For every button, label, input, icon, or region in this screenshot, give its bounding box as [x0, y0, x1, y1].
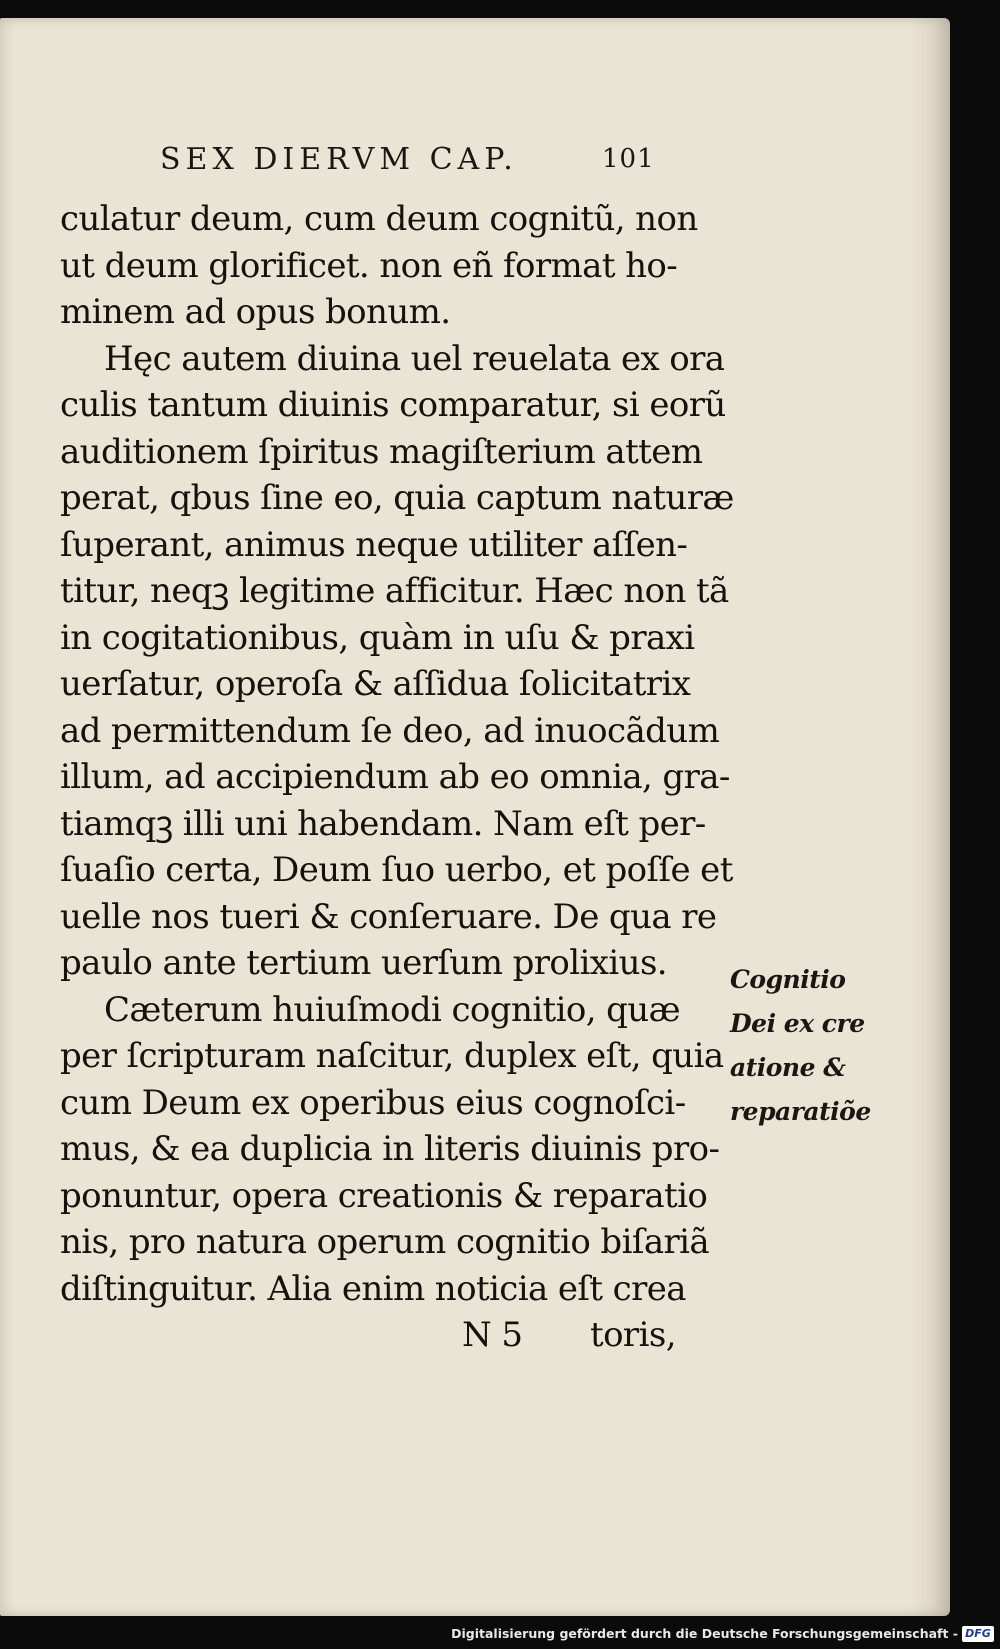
- text-line: illum, ad accipiendum ab eo omnia, gra-: [60, 757, 730, 797]
- text-line: ſuaſio certa, Deum ſuo uerbo, et poſſe et: [60, 850, 733, 890]
- text-line: uerſatur, operoſa & aſſidua ſolicitatrix: [60, 664, 691, 704]
- catchword: toris,: [590, 1315, 676, 1355]
- text-line: Hęc autem diuina uel reuelata ex ora: [104, 338, 725, 379]
- text-line: culis tantum diuinis comparatur, si eorũ: [60, 385, 726, 425]
- page-header: [160, 142, 680, 182]
- marginal-note: [730, 958, 890, 1134]
- book-page: [0, 18, 950, 1616]
- text-line: diſtinguitur. Alia enim noticia eſt crea: [60, 1268, 686, 1309]
- text-line: ut deum glorificet. non eñ format ho-: [60, 245, 678, 286]
- running-title: SEX DIERVM CAP.: [160, 142, 518, 177]
- text-line: uelle nos tueri & conſeruare. De qua re: [60, 896, 717, 937]
- text-line: per ſcripturam naſcitur, duplex eſt, quia: [60, 1036, 724, 1076]
- text-line: in cogitationibus, quàm in uſu & praxi: [60, 617, 695, 658]
- text-line: culatur deum, cum deum cognitũ, non: [60, 199, 698, 239]
- signature-mark: N 5: [462, 1315, 523, 1355]
- text-line: ponuntur, opera creationis & reparatio: [60, 1175, 708, 1216]
- dfg-logo: DFG: [962, 1626, 994, 1642]
- marginal-line: Cognitio: [730, 965, 846, 994]
- marginal-line: reparatiõe: [730, 1097, 871, 1126]
- text-line: ad permittendum ſe deo, ad inuocãdum: [60, 710, 720, 751]
- folio-number: 101: [602, 144, 655, 174]
- signature-line: [60, 1312, 720, 1359]
- text-line: mus, & ea duplicia in literis diuinis pro-: [60, 1129, 720, 1169]
- marginal-line: atione &: [730, 1053, 846, 1082]
- text-line: titur, neqꝫ legitime afficitur. Hæc non tã: [60, 571, 729, 611]
- text-line: nis, pro natura operum cognitio biſariã: [60, 1222, 710, 1262]
- funding-credit: Digitalisierung gefördert durch die Deutsche Forschungsgemeinschaft -: [451, 1626, 958, 1641]
- text-line: tiamqꝫ illi uni habendam. Nam eſt per-: [60, 803, 706, 844]
- text-line: perat, qbus ſine eo, quia captum naturæ: [60, 478, 734, 518]
- text-line: ſuperant, animus neque utiliter aſſen-: [60, 524, 688, 565]
- text-line: paulo ante tertium uerſum prolixius.: [60, 943, 668, 983]
- text-line: cum Deum ex operibus eius cognoſci-: [60, 1082, 686, 1123]
- text-line: Cæterum huiuſmodi cognitio, quæ: [104, 989, 680, 1030]
- text-line: auditionem ſpiritus magiſterium attem: [60, 431, 703, 472]
- footer-bar: [0, 1616, 1000, 1649]
- body-text: [60, 196, 734, 1359]
- page-edge-shadow: [910, 18, 950, 1616]
- marginal-line: Dei ex cre: [730, 1009, 865, 1038]
- text-line: minem ad opus bonum.: [60, 292, 451, 332]
